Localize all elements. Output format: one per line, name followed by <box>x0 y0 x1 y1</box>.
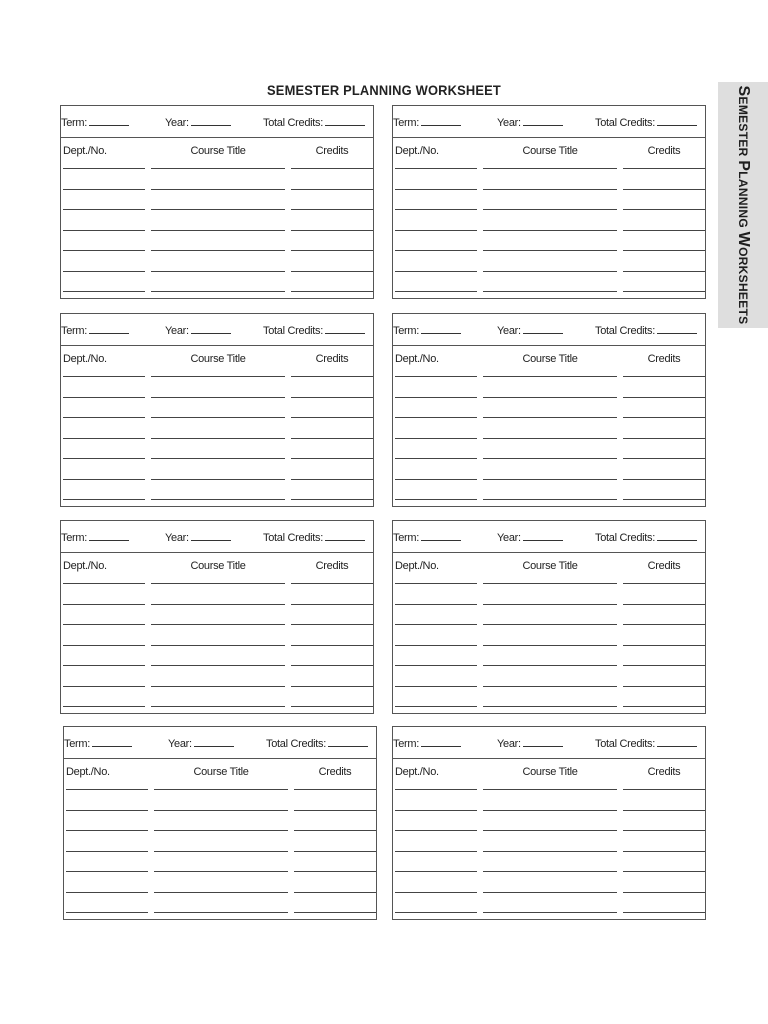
dept-no-line[interactable] <box>395 458 477 459</box>
credits-line[interactable] <box>623 499 705 500</box>
credits-line[interactable] <box>291 271 373 272</box>
credits-line[interactable] <box>623 624 705 625</box>
dept-no-line[interactable] <box>66 810 148 811</box>
dept-no-line[interactable] <box>395 291 477 292</box>
total-credits-field[interactable] <box>595 323 697 337</box>
panel-header <box>61 106 373 138</box>
dept-no-line[interactable] <box>395 250 477 251</box>
credits-line[interactable] <box>623 789 705 790</box>
credits-line[interactable] <box>294 912 376 913</box>
dept-no-line[interactable] <box>63 250 145 251</box>
credits-line[interactable] <box>291 397 373 398</box>
credits-header: Credits <box>315 560 349 572</box>
course-title-header: Course Title <box>193 766 249 778</box>
semester-panel-5 <box>60 520 374 714</box>
total-credits-field[interactable] <box>595 736 697 750</box>
year-field[interactable] <box>497 530 563 544</box>
dept-no-line[interactable] <box>63 604 145 605</box>
semester-panel-1 <box>60 105 374 299</box>
total-credits-field[interactable] <box>263 530 365 544</box>
dept-no-line[interactable] <box>395 830 477 831</box>
course-title-line[interactable] <box>483 291 617 292</box>
dept-no-line[interactable] <box>63 706 145 707</box>
dept-no-header: Dept./No. <box>395 145 439 157</box>
course-title-line[interactable] <box>483 250 617 251</box>
dept-no-header: Dept./No. <box>66 766 110 778</box>
page-title: SEMESTER PLANNING WORKSHEET <box>267 82 501 98</box>
credits-header: Credits <box>647 766 681 778</box>
total-credits-label: Total Credits: <box>263 325 323 337</box>
credits-line[interactable] <box>291 624 373 625</box>
course-title-line[interactable] <box>154 912 288 913</box>
course-title-line[interactable] <box>483 209 617 210</box>
course-title-line[interactable] <box>483 686 617 687</box>
credits-line[interactable] <box>291 438 373 439</box>
course-title-header: Course Title <box>522 145 578 157</box>
course-title-line[interactable] <box>483 810 617 811</box>
dept-no-line[interactable] <box>66 892 148 893</box>
credits-header: Credits <box>647 353 681 365</box>
course-title-line[interactable] <box>151 438 285 439</box>
course-title-line[interactable] <box>154 892 288 893</box>
course-title-line[interactable] <box>151 583 285 584</box>
course-title-line[interactable] <box>151 397 285 398</box>
course-title-line[interactable] <box>151 604 285 605</box>
dept-no-header: Dept./No. <box>63 560 107 572</box>
course-title-line[interactable] <box>151 250 285 251</box>
credits-line[interactable] <box>623 604 705 605</box>
dept-no-line[interactable] <box>395 686 477 687</box>
year-field[interactable] <box>497 323 563 337</box>
credits-line[interactable] <box>291 583 373 584</box>
semester-panel-2 <box>392 105 706 299</box>
course-title-line[interactable] <box>151 479 285 480</box>
total-credits-field[interactable] <box>266 736 368 750</box>
course-title-line[interactable] <box>154 830 288 831</box>
term-field[interactable] <box>61 530 129 544</box>
course-title-line[interactable] <box>151 706 285 707</box>
dept-no-line[interactable] <box>63 438 145 439</box>
course-title-line[interactable] <box>483 189 617 190</box>
dept-no-line[interactable] <box>395 189 477 190</box>
course-title-line[interactable] <box>483 397 617 398</box>
course-title-line[interactable] <box>483 417 617 418</box>
credits-line[interactable] <box>291 376 373 377</box>
credits-line[interactable] <box>294 871 376 872</box>
course-title-header: Course Title <box>522 560 578 572</box>
panel-header <box>393 727 705 759</box>
total-credits-field[interactable] <box>595 530 697 544</box>
course-title-line[interactable] <box>151 624 285 625</box>
credits-line[interactable] <box>291 209 373 210</box>
course-title-line[interactable] <box>483 583 617 584</box>
year-label: Year: <box>497 738 521 750</box>
year-field[interactable] <box>497 736 563 750</box>
term-label: Term: <box>393 117 420 129</box>
course-title-line[interactable] <box>483 604 617 605</box>
dept-no-line[interactable] <box>63 376 145 377</box>
course-title-header: Course Title <box>190 353 246 365</box>
course-title-line[interactable] <box>151 209 285 210</box>
dept-no-line[interactable] <box>395 645 477 646</box>
panel-header <box>393 314 705 346</box>
credits-header: Credits <box>318 766 352 778</box>
dept-no-line[interactable] <box>63 271 145 272</box>
credits-line[interactable] <box>623 230 705 231</box>
semester-panel-6 <box>392 520 706 714</box>
course-title-line[interactable] <box>483 912 617 913</box>
credits-line[interactable] <box>623 376 705 377</box>
course-title-line[interactable] <box>483 271 617 272</box>
total-credits-field[interactable] <box>263 115 365 129</box>
course-title-line[interactable] <box>154 871 288 872</box>
total-credits-label: Total Credits: <box>263 532 323 544</box>
credits-line[interactable] <box>623 810 705 811</box>
term-label: Term: <box>64 738 91 750</box>
credits-line[interactable] <box>623 892 705 893</box>
dept-no-line[interactable] <box>63 417 145 418</box>
credits-line[interactable] <box>291 189 373 190</box>
dept-no-line[interactable] <box>395 892 477 893</box>
dept-no-line[interactable] <box>395 810 477 811</box>
course-title-line[interactable] <box>483 479 617 480</box>
side-tab <box>718 82 768 328</box>
panel-header <box>61 521 373 553</box>
dept-no-line[interactable] <box>395 665 477 666</box>
course-title-line[interactable] <box>483 789 617 790</box>
dept-no-line[interactable] <box>63 645 145 646</box>
credits-line[interactable] <box>291 604 373 605</box>
credits-line[interactable] <box>623 438 705 439</box>
course-title-line[interactable] <box>483 438 617 439</box>
dept-no-header: Dept./No. <box>395 766 439 778</box>
credits-line[interactable] <box>623 686 705 687</box>
term-field[interactable] <box>393 115 461 129</box>
dept-no-header: Dept./No. <box>63 145 107 157</box>
dept-no-line[interactable] <box>395 438 477 439</box>
year-label: Year: <box>165 325 189 337</box>
credits-line[interactable] <box>294 892 376 893</box>
credits-line[interactable] <box>291 665 373 666</box>
credits-line[interactable] <box>291 417 373 418</box>
dept-no-line[interactable] <box>66 851 148 852</box>
course-title-line[interactable] <box>483 892 617 893</box>
dept-no-line[interactable] <box>395 230 477 231</box>
credits-line[interactable] <box>294 851 376 852</box>
dept-no-line[interactable] <box>66 789 148 790</box>
total-credits-label: Total Credits: <box>595 738 655 750</box>
dept-no-line[interactable] <box>395 168 477 169</box>
course-title-header: Course Title <box>190 145 246 157</box>
total-credits-label: Total Credits: <box>595 532 655 544</box>
term-field[interactable] <box>64 736 132 750</box>
year-label: Year: <box>497 532 521 544</box>
course-title-line[interactable] <box>483 499 617 500</box>
credits-line[interactable] <box>291 645 373 646</box>
term-field[interactable] <box>393 530 461 544</box>
dept-no-line[interactable] <box>63 291 145 292</box>
panel-header <box>61 314 373 346</box>
course-title-line[interactable] <box>151 499 285 500</box>
dept-no-line[interactable] <box>395 706 477 707</box>
term-label: Term: <box>61 117 88 129</box>
total-credits-field[interactable] <box>263 323 365 337</box>
course-title-line[interactable] <box>151 291 285 292</box>
course-title-line[interactable] <box>154 810 288 811</box>
dept-no-line[interactable] <box>66 830 148 831</box>
dept-no-line[interactable] <box>66 912 148 913</box>
credits-line[interactable] <box>623 189 705 190</box>
dept-no-line[interactable] <box>395 624 477 625</box>
dept-no-line[interactable] <box>395 479 477 480</box>
course-title-line[interactable] <box>483 376 617 377</box>
credits-line[interactable] <box>623 479 705 480</box>
year-label: Year: <box>168 738 192 750</box>
dept-no-line[interactable] <box>63 624 145 625</box>
credits-line[interactable] <box>623 871 705 872</box>
dept-no-header: Dept./No. <box>395 353 439 365</box>
dept-no-line[interactable] <box>395 851 477 852</box>
course-title-line[interactable] <box>151 417 285 418</box>
dept-no-line[interactable] <box>395 499 477 500</box>
course-title-line[interactable] <box>151 376 285 377</box>
dept-no-line[interactable] <box>395 417 477 418</box>
course-title-line[interactable] <box>151 665 285 666</box>
term-label: Term: <box>393 325 420 337</box>
term-label: Term: <box>393 532 420 544</box>
dept-no-header: Dept./No. <box>395 560 439 572</box>
course-title-line[interactable] <box>483 706 617 707</box>
dept-no-line[interactable] <box>63 499 145 500</box>
year-field[interactable] <box>165 530 231 544</box>
dept-no-line[interactable] <box>395 376 477 377</box>
year-label: Year: <box>497 325 521 337</box>
dept-no-line[interactable] <box>395 397 477 398</box>
panel-header <box>64 727 376 759</box>
course-title-line[interactable] <box>154 789 288 790</box>
course-title-header: Course Title <box>190 560 246 572</box>
credits-line[interactable] <box>623 397 705 398</box>
course-title-header: Course Title <box>522 353 578 365</box>
course-title-line[interactable] <box>483 458 617 459</box>
term-field[interactable] <box>61 323 129 337</box>
credits-line[interactable] <box>623 583 705 584</box>
credits-line[interactable] <box>623 706 705 707</box>
course-title-line[interactable] <box>483 230 617 231</box>
credits-header: Credits <box>647 560 681 572</box>
dept-no-line[interactable] <box>66 871 148 872</box>
total-credits-label: Total Credits: <box>595 117 655 129</box>
dept-no-line[interactable] <box>63 665 145 666</box>
panel-header <box>393 106 705 138</box>
dept-no-line[interactable] <box>63 458 145 459</box>
credits-header: Credits <box>315 145 349 157</box>
panel-header <box>393 521 705 553</box>
credits-line[interactable] <box>294 830 376 831</box>
dept-no-line[interactable] <box>63 686 145 687</box>
credits-line[interactable] <box>291 479 373 480</box>
year-field[interactable] <box>165 323 231 337</box>
year-label: Year: <box>165 532 189 544</box>
total-credits-label: Total Credits: <box>595 325 655 337</box>
year-label: Year: <box>165 117 189 129</box>
semester-panel-3 <box>60 313 374 507</box>
dept-no-line[interactable] <box>395 583 477 584</box>
course-title-line[interactable] <box>151 189 285 190</box>
dept-no-line[interactable] <box>395 604 477 605</box>
semester-panel-8 <box>392 726 706 920</box>
year-field[interactable] <box>497 115 563 129</box>
credits-line[interactable] <box>623 271 705 272</box>
term-field[interactable] <box>393 323 461 337</box>
credits-line[interactable] <box>623 209 705 210</box>
term-label: Term: <box>393 738 420 750</box>
dept-no-line[interactable] <box>395 271 477 272</box>
dept-no-line[interactable] <box>63 397 145 398</box>
credits-line[interactable] <box>291 706 373 707</box>
year-field[interactable] <box>168 736 234 750</box>
dept-no-line[interactable] <box>63 189 145 190</box>
course-title-line[interactable] <box>151 645 285 646</box>
dept-no-line[interactable] <box>63 479 145 480</box>
course-title-header: Course Title <box>522 766 578 778</box>
credits-line[interactable] <box>623 417 705 418</box>
dept-no-line[interactable] <box>63 230 145 231</box>
credits-line[interactable] <box>623 168 705 169</box>
dept-no-line[interactable] <box>395 912 477 913</box>
course-title-line[interactable] <box>483 665 617 666</box>
course-title-line[interactable] <box>483 624 617 625</box>
credits-line[interactable] <box>294 789 376 790</box>
total-credits-label: Total Credits: <box>266 738 326 750</box>
credits-line[interactable] <box>623 912 705 913</box>
dept-no-line[interactable] <box>395 871 477 872</box>
term-label: Term: <box>61 532 88 544</box>
course-title-line[interactable] <box>151 168 285 169</box>
year-label: Year: <box>497 117 521 129</box>
course-title-line[interactable] <box>151 271 285 272</box>
course-title-line[interactable] <box>483 168 617 169</box>
credits-line[interactable] <box>291 686 373 687</box>
credits-line[interactable] <box>291 230 373 231</box>
credits-line[interactable] <box>291 499 373 500</box>
dept-no-line[interactable] <box>63 168 145 169</box>
dept-no-line[interactable] <box>395 789 477 790</box>
year-field[interactable] <box>165 115 231 129</box>
term-field[interactable] <box>393 736 461 750</box>
course-title-line[interactable] <box>483 871 617 872</box>
credits-line[interactable] <box>623 291 705 292</box>
course-title-line[interactable] <box>483 645 617 646</box>
course-title-line[interactable] <box>483 830 617 831</box>
total-credits-label: Total Credits: <box>263 117 323 129</box>
credits-line[interactable] <box>291 291 373 292</box>
credits-line[interactable] <box>623 851 705 852</box>
dept-no-line[interactable] <box>63 583 145 584</box>
dept-no-header: Dept./No. <box>63 353 107 365</box>
credits-line[interactable] <box>294 810 376 811</box>
credits-line[interactable] <box>623 665 705 666</box>
credits-line[interactable] <box>623 830 705 831</box>
course-title-line[interactable] <box>151 686 285 687</box>
course-title-line[interactable] <box>483 851 617 852</box>
credits-header: Credits <box>647 145 681 157</box>
term-field[interactable] <box>61 115 129 129</box>
credits-line[interactable] <box>623 458 705 459</box>
semester-panel-4 <box>392 313 706 507</box>
credits-header: Credits <box>315 353 349 365</box>
credits-line[interactable] <box>291 458 373 459</box>
dept-no-line[interactable] <box>395 209 477 210</box>
course-title-line[interactable] <box>154 851 288 852</box>
credits-line[interactable] <box>623 250 705 251</box>
course-title-line[interactable] <box>151 230 285 231</box>
dept-no-line[interactable] <box>63 209 145 210</box>
credits-line[interactable] <box>623 645 705 646</box>
side-tab-label: SEMESTER PLANNING WORKSHEETS <box>735 85 752 325</box>
total-credits-field[interactable] <box>595 115 697 129</box>
semester-panel-7 <box>63 726 377 920</box>
credits-line[interactable] <box>291 168 373 169</box>
course-title-line[interactable] <box>151 458 285 459</box>
term-label: Term: <box>61 325 88 337</box>
credits-line[interactable] <box>291 250 373 251</box>
